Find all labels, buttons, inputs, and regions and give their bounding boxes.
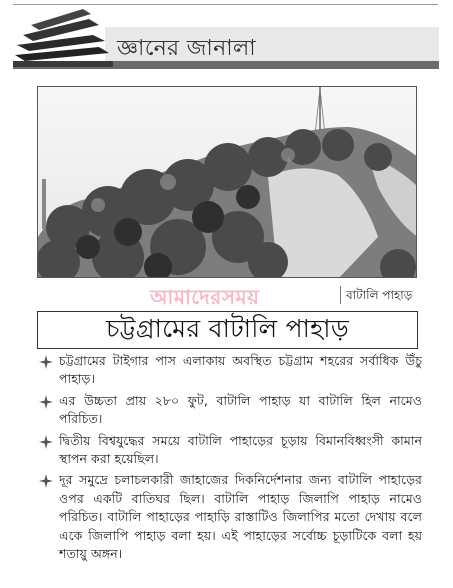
list-item-text: চট্টগ্রামের টাইগার পাস এলাকায় অবস্থিত চট্টগ্রাম শহরের সর্বাধিক উঁচু পাহাড়।: [59, 353, 422, 387]
section-header: [13, 5, 439, 65]
diamond-bullet-icon: [39, 474, 53, 488]
publisher-watermark: আমাদেরসময়: [150, 285, 260, 309]
caption-divider: [340, 286, 341, 304]
article-title-box: [37, 311, 418, 349]
list-item: [37, 392, 422, 429]
list-item-text: এর উচ্চতা প্রায় ২৮০ ফুট, বাটালি পাহাড় যা বাটালি হিল নামেও পরিচিত।: [59, 392, 422, 427]
article-title: চট্টগ্রামের বাটালি পাহাড়: [106, 313, 349, 343]
list-item-text: দূর সমুদ্রে চলাচলকারী জাহাজের দিকনির্দেশনার জন্য বাটালি পাহাড়ের ওপর একটি বাতিঘর ছিল। বাটালি পাহাড় জিলাপি পাহাড় নামেও পরিচিত। বাটালি পাহাড়ের পাহাড়ি রাস্তাটিও জিলাপির মতো দেখায় বলে একে জিলাপি পাহাড় বলা হয়। এই পাহাড়ের সর্বোচ্চ চূড়াটিকে বলা হয় শতায়ু অঙ্গন।: [59, 472, 422, 562]
diamond-bullet-icon: [39, 355, 53, 369]
diamond-bullet-icon: [39, 395, 53, 409]
diamond-bullet-icon: [39, 435, 53, 449]
list-item: [37, 432, 422, 469]
batali-hill-photo: [37, 86, 417, 278]
fact-list: [37, 352, 422, 563]
book-stack-icon: [13, 5, 113, 69]
list-item: [37, 352, 422, 389]
list-item: [37, 471, 422, 563]
list-item-text: দ্বিতীয় বিশ্বযুদ্ধের সময়ে বাটালি পাহাড়ের চূড়ায় বিমানবিধ্বংসী কামান স্থাপন করা হয়েছিল।: [59, 432, 422, 467]
section-title: জ্ঞানের জানালা: [117, 36, 256, 61]
photo-caption: বাটালি পাহাড়: [346, 288, 413, 302]
